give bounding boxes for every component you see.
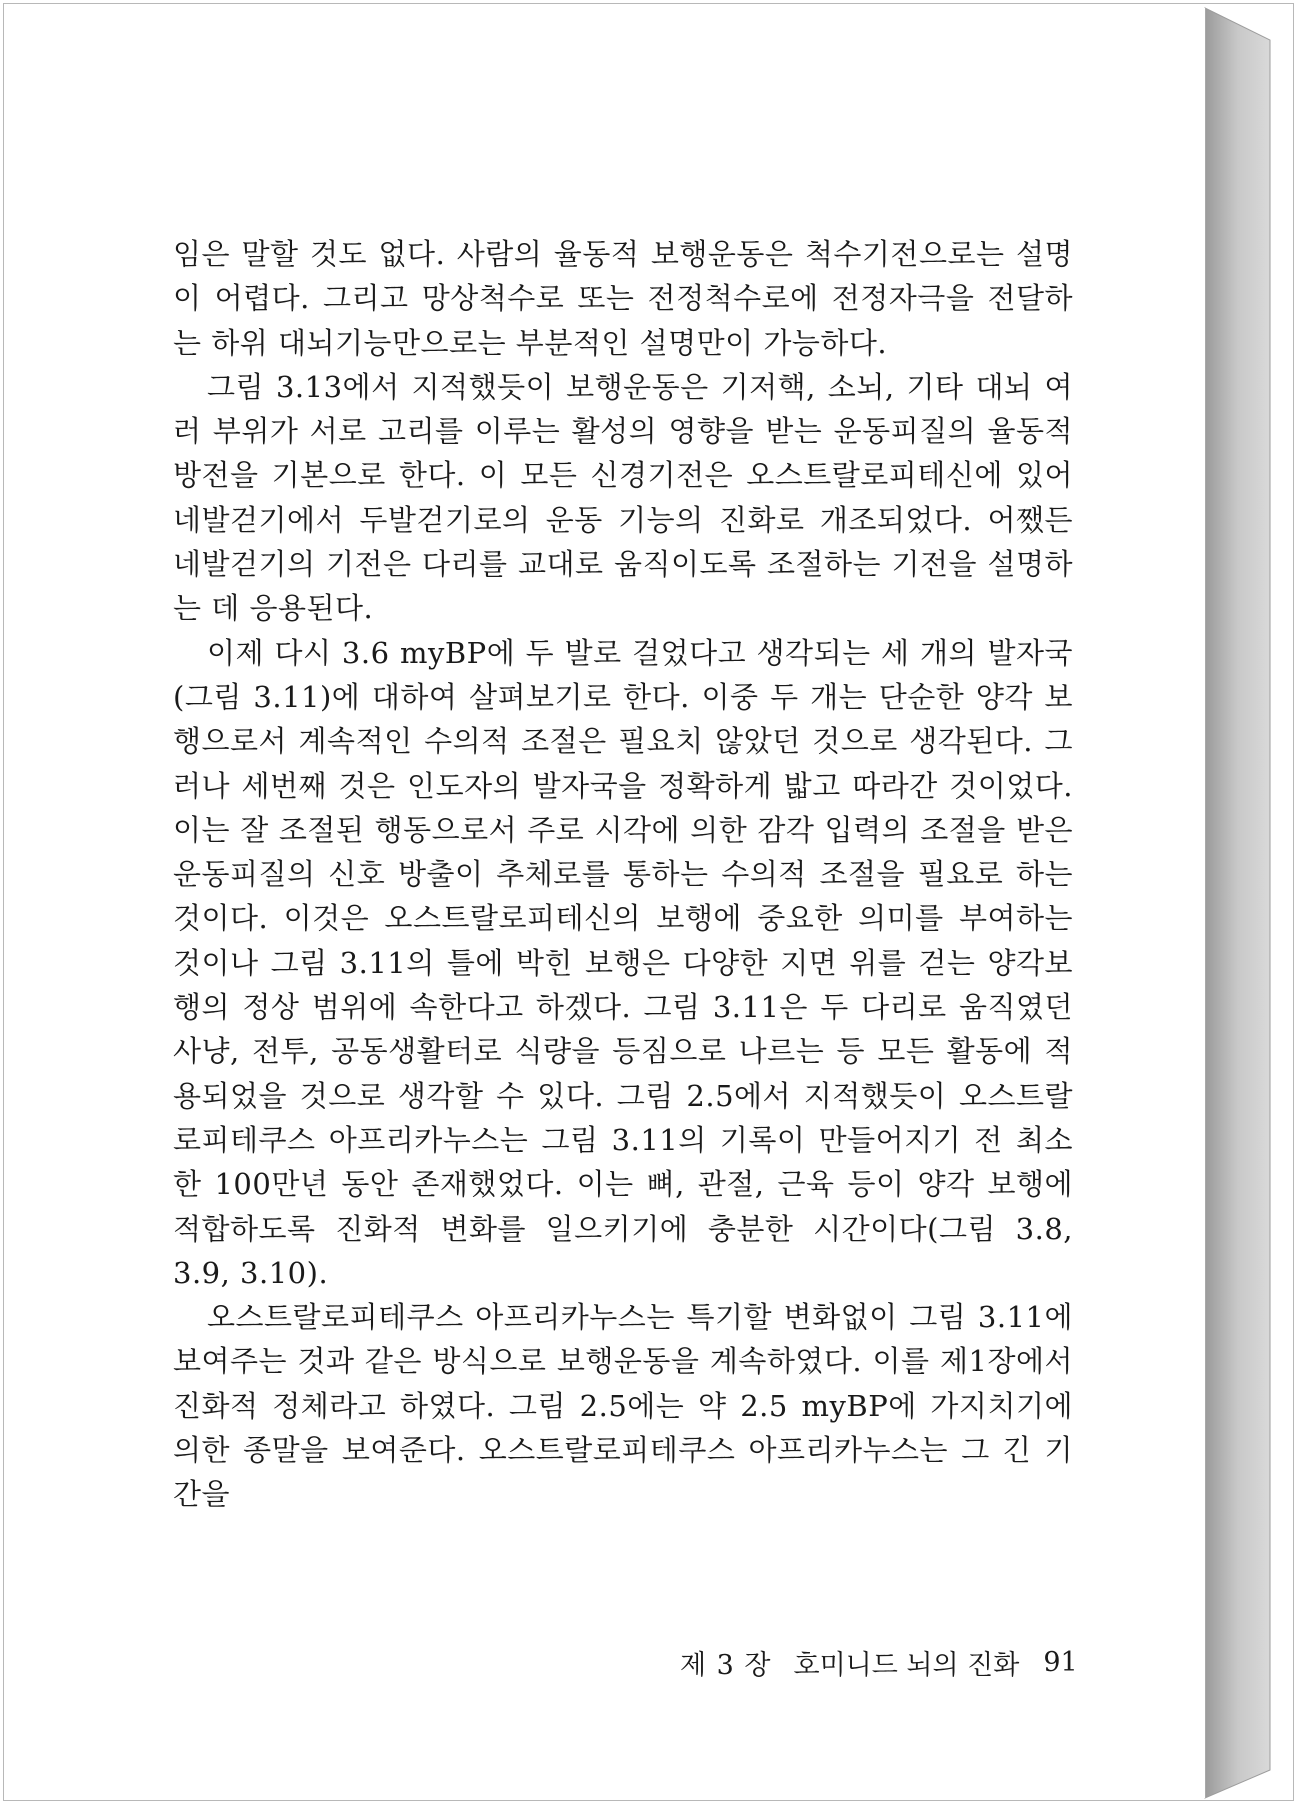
chapter-label: 제 3 장 [680,1649,772,1681]
chapter-title: 호미니드 뇌의 진화 [793,1649,1020,1681]
running-footer [680,1642,1080,1682]
paragraph: 오스트랄로피테쿠스 아프리카누스는 특기할 변화없이 그림 3.11에 보여주는 것과 같은 방식으로 보행운동을 계속하였다. 이를 제1장에서 진화적 정체라고 하였다. 그림 2.5에는 약 2.5 myBP에 가지치기에 의한 종말을 보여준다. 오스트랄로피테쿠스 아프리카누스는 그 긴 기간을 [173,1300,1073,1512]
paragraph: 그림 3.13에서 지적했듯이 보행운동은 기저핵, 소뇌, 기타 대뇌 여러 부위가 서로 고리를 이루는 활성의 영향을 받는 운동피질의 율동적 방전을 기본으로 한다. 이 모든 신경기전은 오스트랄로피테신에 있어 네발걷기에서 두발걷기로의 운동 기능의 진화로 개조되었다. 어쨌든 네발걷기의 기전은 다리를 교대로 움직이도록 조절하는 기전을 설명하는 데 응용된다. [173,369,1073,626]
paragraph: 이제 다시 3.6 myBP에 두 발로 걸었다고 생각되는 세 개의 발자국(그림 3.11)에 대하여 살펴보기로 한다. 이중 두 개는 단순한 양각 보행으로서 계속적인 수의적 조절은 필요치 않았던 것으로 생각된다. 그러나 세번째 것은 인도자의 발자국을 정확하게 밟고 따라간 것이었다. 이는 잘 조절된 행동으로서 주로 시각에 의한 감각 입력의 조절을 받은 운동피질의 신호 방출이 추체로를 통하는 수의적 조절을 필요로 하는 것이다. 이것은 오스트랄로피테신의 보행에 중요한 의미를 부여하는 것이나 그림 3.11의 틀에 박힌 보행은 다양한 지면 위를 걷는 양각보행의 정상 범위에 속한다고 하겠다. 그림 3.11은 두 다리로 움직였던 사냥, 전투, 공동생활터로 식량을 등짐으로 나르는 등 모든 활동에 적용되었을 것으로 생각할 수 있다. 그림 2.5에서 지적했듯이 오스트랄로피테쿠스 아프리카누스는 그림 3.11의 기록이 만들어지기 전 최소한 100만년 동안 존재했었다. 이는 뼈, 관절, 근육 등이 양각 보행에 적합하도록 진화적 변화를 일으키기에 충분한 시간이다(그림 3.8, 3.9, 3.10). [173,635,1073,1290]
page-number: 91 [1043,1646,1078,1678]
body-text [173,232,1073,1517]
paragraph: 임은 말할 것도 없다. 사람의 율동적 보행운동은 척수기전으로는 설명이 어렵다. 그리고 망상척수로 또는 전정척수로에 전정자극을 전달하는 하위 대뇌기능만으로는 부분적인 설명만이 가능하다. [173,237,1073,360]
